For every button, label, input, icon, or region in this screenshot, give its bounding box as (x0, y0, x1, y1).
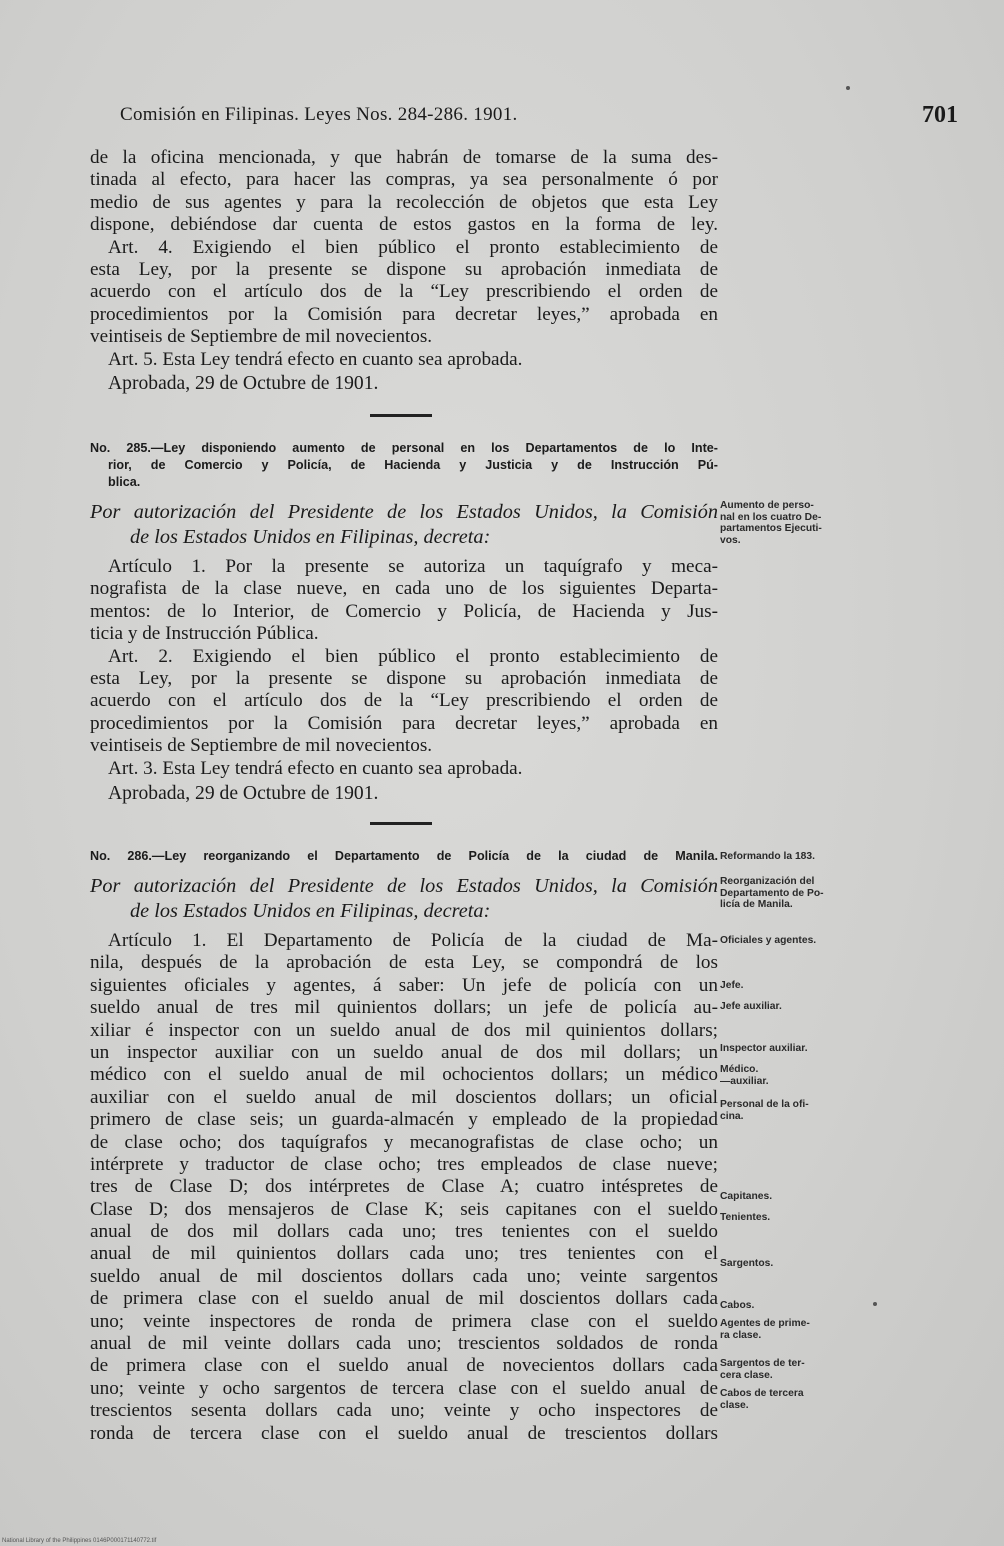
margin-note-office-staff: Personal de la ofi- cina. (720, 1099, 809, 1122)
margin-note-reorganization: Reorganización del Departamento de Po- licía de Manila. (720, 876, 824, 910)
law-286-title (90, 848, 718, 865)
text-line: ronda de tercera clase con el sueldo anual de trescientos dollars (90, 1422, 718, 1444)
law-286-decree (90, 874, 718, 924)
text-line: Art. 5. Esta Ley tendrá efecto en cuanto sea aprobada. (108, 348, 523, 370)
running-title: Comisión en Filipinas. Leyes Nos. 284-286. 1901. (120, 104, 518, 125)
approval-date: Aprobada, 29 de Octubre de 1901. (108, 783, 379, 804)
scan-speck (846, 86, 850, 90)
text-line: mentos: de lo Interior, de Comercio y Policía, de Hacienda y Jus- (90, 600, 718, 622)
page-number: 701 (922, 102, 958, 128)
margin-note-third-class-corporals: Cabos de tercera clase. (720, 1388, 804, 1411)
text-line: xiliar é inspector con un sueldo anual de dos mil quinientos dollars; (90, 1019, 718, 1041)
law-285-body (90, 556, 718, 780)
text-line: trescientos sesenta dollars cada uno; veinte y ocho inspectores de (90, 1400, 718, 1422)
decree-line: Por autorización del Presidente de los Estados Unidos, la Comisión (90, 501, 718, 523)
text-line: Clase D; dos mensajeros de Clase K; seis capitanes con el sueldo (90, 1198, 718, 1220)
text-line: siguientes oficiales y agentes, á saber: Un jefe de policía con un (90, 974, 718, 996)
text-line: sueldo anual de tres mil quinientos dollars; un jefe de policía au- (90, 997, 718, 1019)
text-line: sueldo anual de mil doscientos dollars cada uno; veinte sargentos (90, 1265, 718, 1287)
law-285-title (90, 440, 718, 491)
decree-line: de los Estados Unidos en Filipinas, decreta: (130, 900, 491, 922)
margin-note-third-class-sergeants: Sargentos de ter- cera clase. (720, 1358, 805, 1381)
section-divider (370, 414, 432, 417)
margin-note-sergeants: Sargentos. (720, 1258, 774, 1269)
scan-speck (873, 1302, 877, 1306)
text-line: tres de Clase D; dos intérpretes de Clase A; cuatro intéspretes de (90, 1176, 718, 1198)
margin-note-285: Aumento de perso- nal en los cuatro De- partamentos Ejecuti- vos. (720, 500, 822, 546)
text-line: acuerdo con el artículo dos de la “Ley prescribiendo el orden de (90, 281, 718, 303)
text-line: esta Ley, por la presente se dispone su aprobación inmediata de (90, 667, 718, 689)
margin-note-reforming: Reformando la 183. (720, 851, 815, 862)
text-line: Art. 4. Exigiendo el bien público el pronto establecimiento de (108, 236, 718, 258)
text-line: procedimientos por la Comisión para decretar leyes,” aprobada en (90, 303, 718, 325)
margin-note-officials: Oficiales y agentes. (720, 935, 817, 946)
running-header (120, 104, 970, 134)
text-line: anual de dos mil dollars cada uno; tres tenientes con el sueldo (90, 1221, 718, 1243)
law-title-line: No. 285.—Ley disponiendo aumento de personal en los Departamentos de lo Inte- (90, 441, 718, 455)
margin-note-corporals: Cabos. (720, 1300, 755, 1311)
text-line: de clase ocho; dos taquígrafos y mecanografistas de clase ocho; un (90, 1131, 718, 1153)
law-title-line: No. 286.—Ley reorganizando el Departamento de Policía de la ciudad de Manila. (90, 849, 718, 863)
text-line: anual de mil veinte dollars cada uno; trescientos soldados de ronda (90, 1333, 718, 1355)
text-line: Artículo 1. El Departamento de Policía de la ciudad de Ma- (108, 930, 718, 951)
text-line: intérprete y traductor de clase ocho; tres empleados de clase nueve; (90, 1153, 718, 1175)
text-line: veintiseis de Septiembre de mil novecientos. (90, 326, 433, 348)
margin-note-doctor: Médico. —auxiliar. (720, 1064, 769, 1087)
margin-note-captains: Capitanes. (720, 1191, 773, 1202)
margin-note-lieutenants: Tenientes. (720, 1212, 771, 1223)
scan-footer: National Library of the Philippines 0146P000171140772.tif (2, 1538, 157, 1544)
text-line: Artículo 1. Por la presente se autoriza un taquígrafo y meca- (108, 556, 718, 577)
approval-date: Aprobada, 29 de Octubre de 1901. (108, 373, 379, 394)
continued-text (90, 147, 718, 371)
text-line: auxiliar con el sueldo anual de mil doscientos dollars; un oficial (90, 1086, 718, 1108)
text-line: acuerdo con el artículo dos de la “Ley prescribiendo el orden de (90, 690, 718, 712)
margin-note-chief: Jefe. (720, 980, 744, 991)
text-line: dispone, debiéndose dar cuenta de estos gastos en la forma de ley. (90, 214, 718, 236)
text-line: esta Ley, por la presente se dispone su aprobación inmediata de (90, 258, 718, 280)
text-line: de primera clase con el sueldo anual de mil doscientos dollars cada (90, 1288, 718, 1310)
text-line: uno; veinte inspectores de ronda de primera clase con el sueldo (90, 1310, 718, 1332)
decree-line: Por autorización del Presidente de los Estados Unidos, la Comisión (90, 875, 718, 897)
decree-line: de los Estados Unidos en Filipinas, decreta: (130, 526, 491, 548)
text-line: de la oficina mencionada, y que habrán de tomarse de la suma des- (90, 147, 718, 168)
text-line: nila, después de la aprobación de esta Ley, se compondrá de los (90, 952, 718, 974)
text-line: procedimientos por la Comisión para decretar leyes,” aprobada en (90, 712, 718, 734)
text-line: nografista de la clase nueve, en cada uno de los siguientes Departa- (90, 578, 718, 600)
law-title-line: blica. (108, 475, 141, 489)
text-line: uno; veinte y ocho sargentos de tercera clase con el sueldo anual de (90, 1377, 718, 1399)
law-title-line: rior, de Comercio y Policía, de Hacienda y Justicia y de Instrucción Pú- (108, 458, 718, 472)
text-line: ticia y de Instrucción Pública. (90, 623, 319, 645)
law-286-body (90, 930, 718, 1445)
section-divider (370, 822, 432, 825)
margin-note-first-class-agents: Agentes de prime- ra clase. (720, 1318, 810, 1341)
text-line: primero de clase seis; un guarda-almacén y empleado de la propiedad (90, 1109, 718, 1131)
text-line: tinada al efecto, para hacer las compras, ya sea personalmente ó por (90, 169, 718, 191)
margin-note-asst-chief: Jefe auxiliar. (720, 1001, 782, 1012)
text-line: médico con el sueldo anual de mil ochocientos dollars; un médico (90, 1064, 718, 1086)
text-line: anual de mil quinientos dollars cada uno; tres tenientes con el (90, 1243, 718, 1265)
text-line: Art. 3. Esta Ley tendrá efecto en cuanto sea aprobada. (108, 757, 523, 779)
text-line: un inspector auxiliar con un sueldo anual de dos mil dollars; un (90, 1041, 718, 1063)
text-line: medio de sus agentes y para la recolección de objetos que esta Ley (90, 191, 718, 213)
law-285-decree (90, 500, 718, 550)
text-line: de primera clase con el sueldo anual de novecientos dollars cada (90, 1355, 718, 1377)
text-line: veintiseis de Septiembre de mil novecientos. (90, 735, 433, 757)
margin-note-asst-inspector: Inspector auxiliar. (720, 1043, 808, 1054)
text-line: Art. 2. Exigiendo el bien público el pronto establecimiento de (108, 645, 718, 667)
